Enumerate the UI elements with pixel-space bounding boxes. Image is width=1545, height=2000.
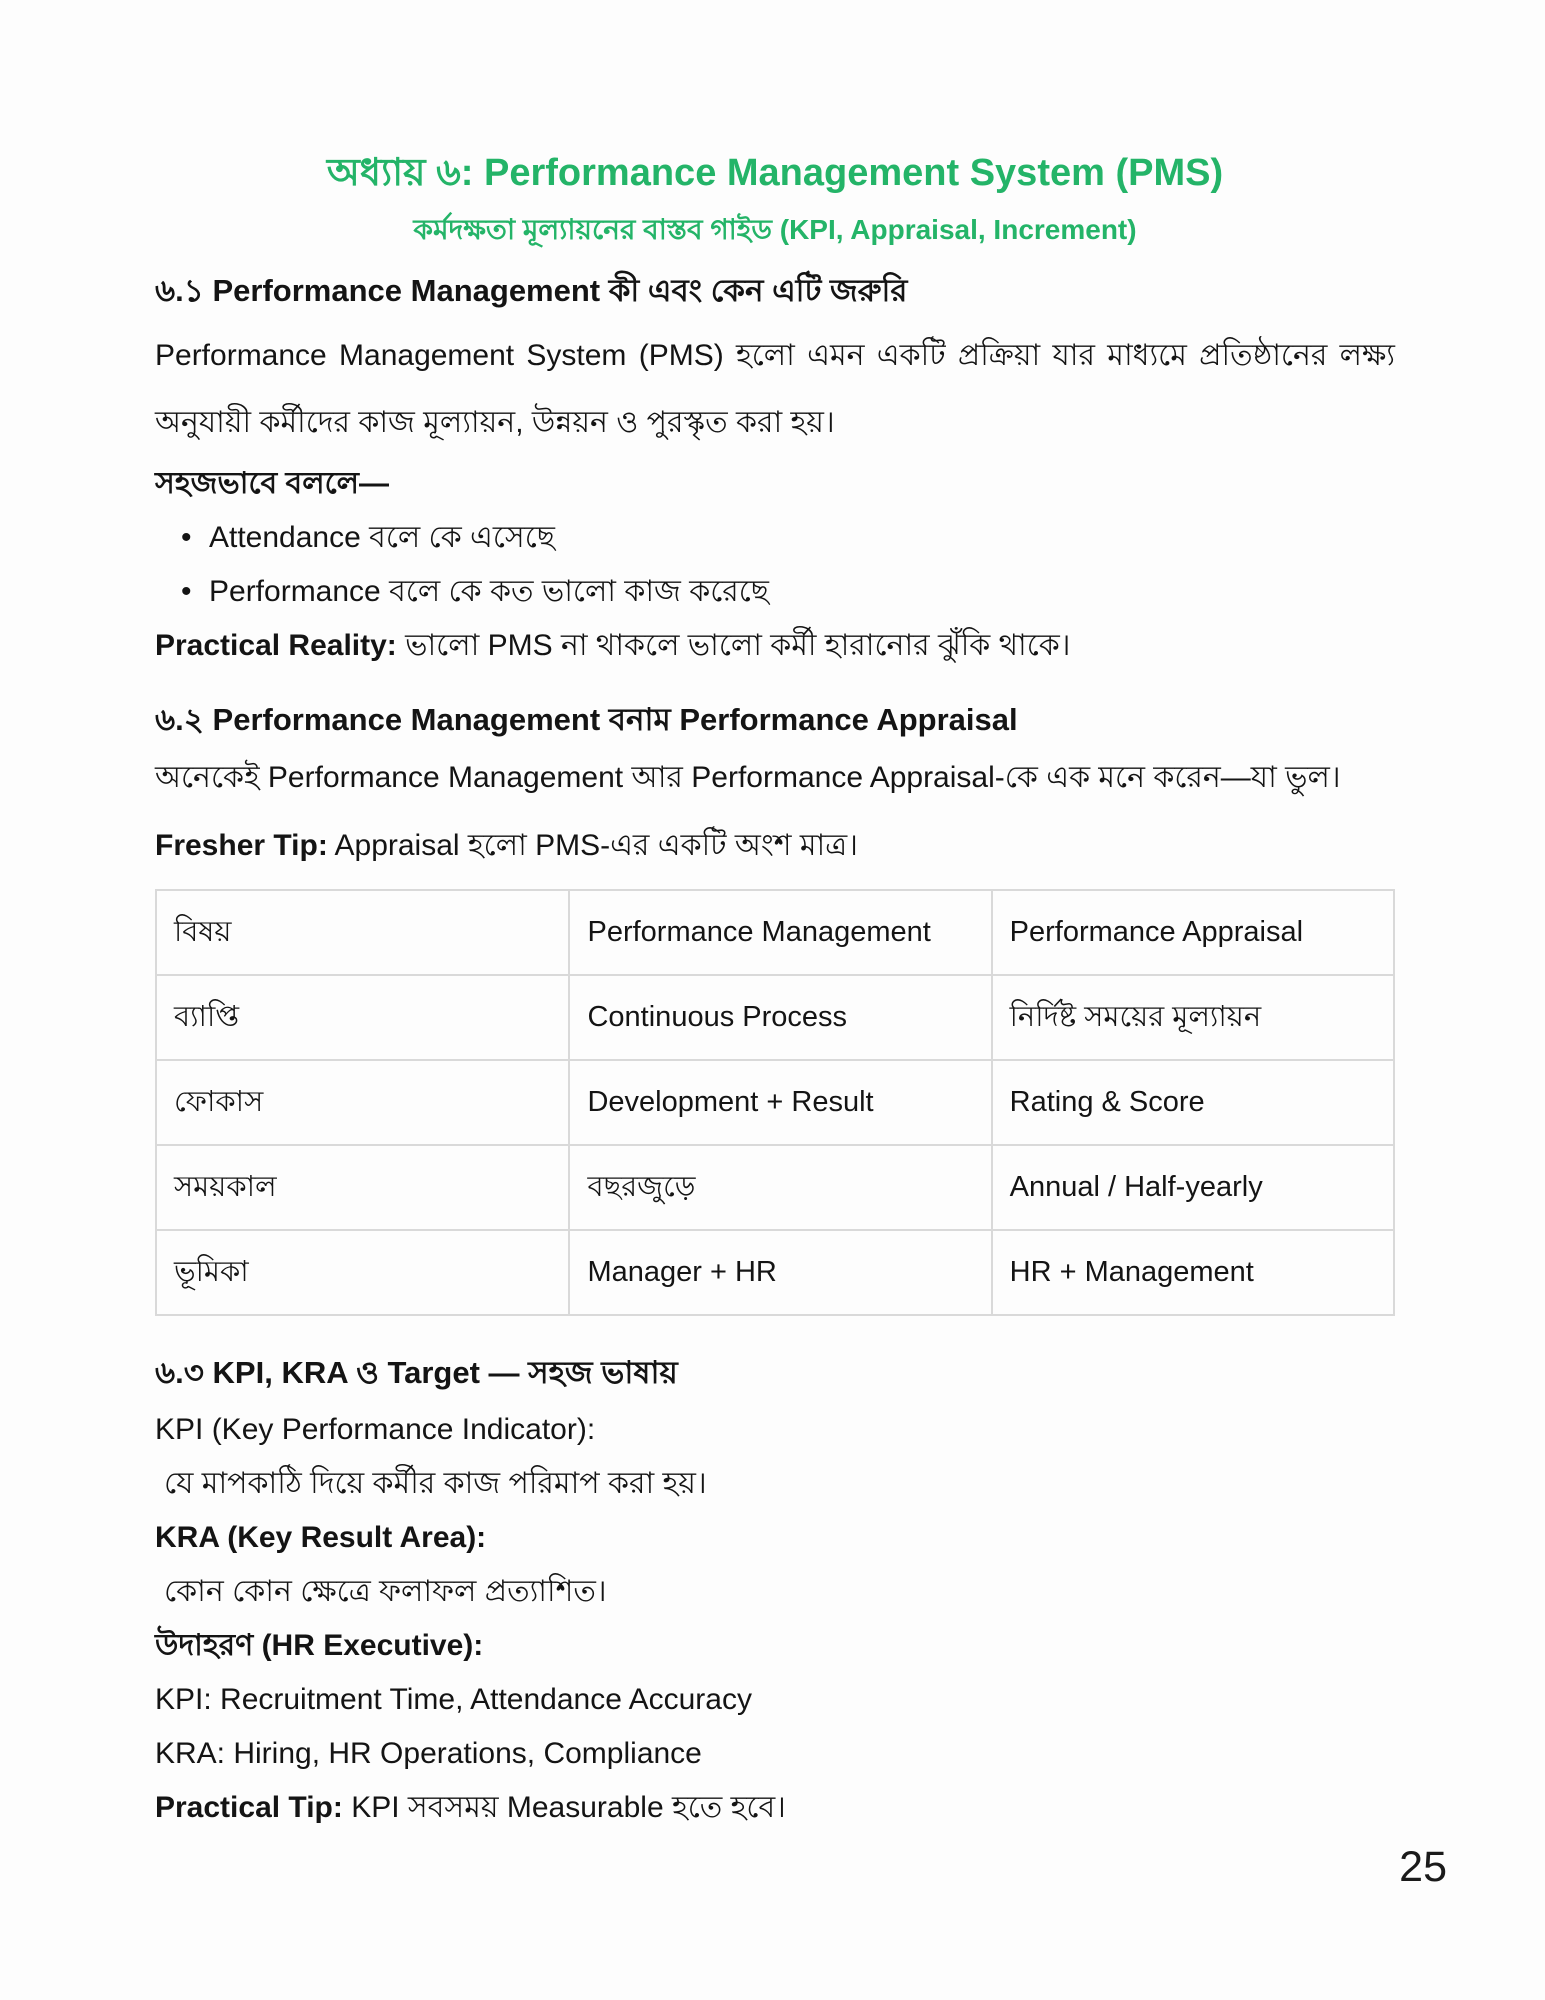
table-cell: বছরজুড়ে <box>569 1145 991 1230</box>
table-cell: ব্যাপ্তি <box>156 975 569 1060</box>
table-cell: Development + Result <box>569 1060 991 1145</box>
section-6-1 <box>155 270 1395 673</box>
table-header-cell: বিষয় <box>156 890 569 975</box>
practical-tip-label: Practical Tip: <box>155 1791 343 1825</box>
table-cell: Rating & Score <box>992 1060 1394 1145</box>
kpi-definition-title: KPI (Key Performance Indicator): <box>155 1413 596 1447</box>
table-row <box>156 1060 1394 1145</box>
table-header-row <box>156 890 1394 975</box>
section-6-1-heading: ৬.১ Performance Management কী এবং কেন এটি জরুরি <box>155 272 908 308</box>
example-title: উদাহরণ (HR Executive): <box>155 1629 484 1663</box>
section-6-2-paragraph: অনেকেই Performance Management আর Performance Appraisal-কে এক মনে করেন—যা ভুল। <box>155 760 1341 794</box>
practical-reality-label: Practical Reality: <box>155 628 397 662</box>
table-cell: ভূমিকা <box>156 1230 569 1315</box>
fresher-tip-text: Appraisal হলো PMS-এর একটি অংশ মাত্র। <box>327 828 858 862</box>
kra-definition-text: কোন কোন ক্ষেত্রে ফলাফল প্রত্যাশিত। <box>164 1575 607 1609</box>
practical-tip-line <box>155 1781 1395 1835</box>
chapter-header <box>155 150 1395 248</box>
section-6-2-heading: ৬.২ Performance Management বনাম Performance Appraisal <box>155 701 1018 737</box>
table-header-cell: Performance Management <box>569 890 991 975</box>
fresher-tip-line <box>155 819 1395 873</box>
section-6-3-heading: ৬.৩ KPI, KRA ও Target — সহজ ভাষায় <box>155 1354 678 1390</box>
section-6-3 <box>155 1352 1395 1836</box>
bullet-list <box>155 511 1395 619</box>
table-cell: সময়কাল <box>156 1145 569 1230</box>
kra-definition-title: KRA (Key Result Area): <box>155 1521 487 1555</box>
fresher-tip-label: Fresher Tip: <box>155 828 328 862</box>
example-kpi-line: KPI: Recruitment Time, Attendance Accuracy <box>155 1683 752 1717</box>
section-6-2 <box>155 699 1395 1316</box>
example-kra-line: KRA: Hiring, HR Operations, Compliance <box>155 1737 702 1771</box>
section-6-1-lead: সহজভাবে বললে— <box>155 466 390 500</box>
table-row <box>156 1145 1394 1230</box>
practical-tip-text: KPI সবসময় Measurable হতে হবে। <box>342 1791 786 1825</box>
list-item: • Attendance বলে কে এসেছে <box>155 511 1395 565</box>
table-cell: Manager + HR <box>569 1230 991 1315</box>
practical-reality-line <box>155 619 1395 673</box>
comparison-table <box>155 889 1395 1316</box>
page-subtitle: কর্মদক্ষতা মূল্যায়নের বাস্তব গাইড (KPI, Appraisal, Increment) <box>413 213 1137 245</box>
table-cell: Continuous Process <box>569 975 991 1060</box>
table-header-cell: Performance Appraisal <box>992 890 1394 975</box>
table-row <box>156 1230 1394 1315</box>
list-item: • Performance বলে কে কত ভালো কাজ করেছে <box>155 565 1395 619</box>
page-number: 25 <box>1399 1843 1447 1891</box>
table-row <box>156 975 1394 1060</box>
table-cell: নির্দিষ্ট সময়ের মূল্যায়ন <box>992 975 1394 1060</box>
page-title: অধ্যায় ৬: Performance Management System (PMS) <box>326 152 1224 194</box>
kpi-definition-text: যে মাপকাঠি দিয়ে কর্মীর কাজ পরিমাপ করা হয়। <box>164 1467 707 1501</box>
table-cell: HR + Management <box>992 1230 1394 1315</box>
table-cell: Annual / Half-yearly <box>992 1145 1394 1230</box>
practical-reality-text: ভালো PMS না থাকলে ভালো কর্মী হারানোর ঝুঁকি থাকে। <box>396 628 1071 662</box>
table-cell: ফোকাস <box>156 1060 569 1145</box>
section-6-1-paragraph: Performance Management System (PMS) হলো এমন একটি প্রক্রিয়া যার মাধ্যমে প্রতিষ্ঠানের লক্ষ্য অনুযায়ী কর্মীদের কাজ মূল্যায়ন, উন্নয়ন ও পুরস্কৃত করা হয়। <box>155 338 1395 440</box>
